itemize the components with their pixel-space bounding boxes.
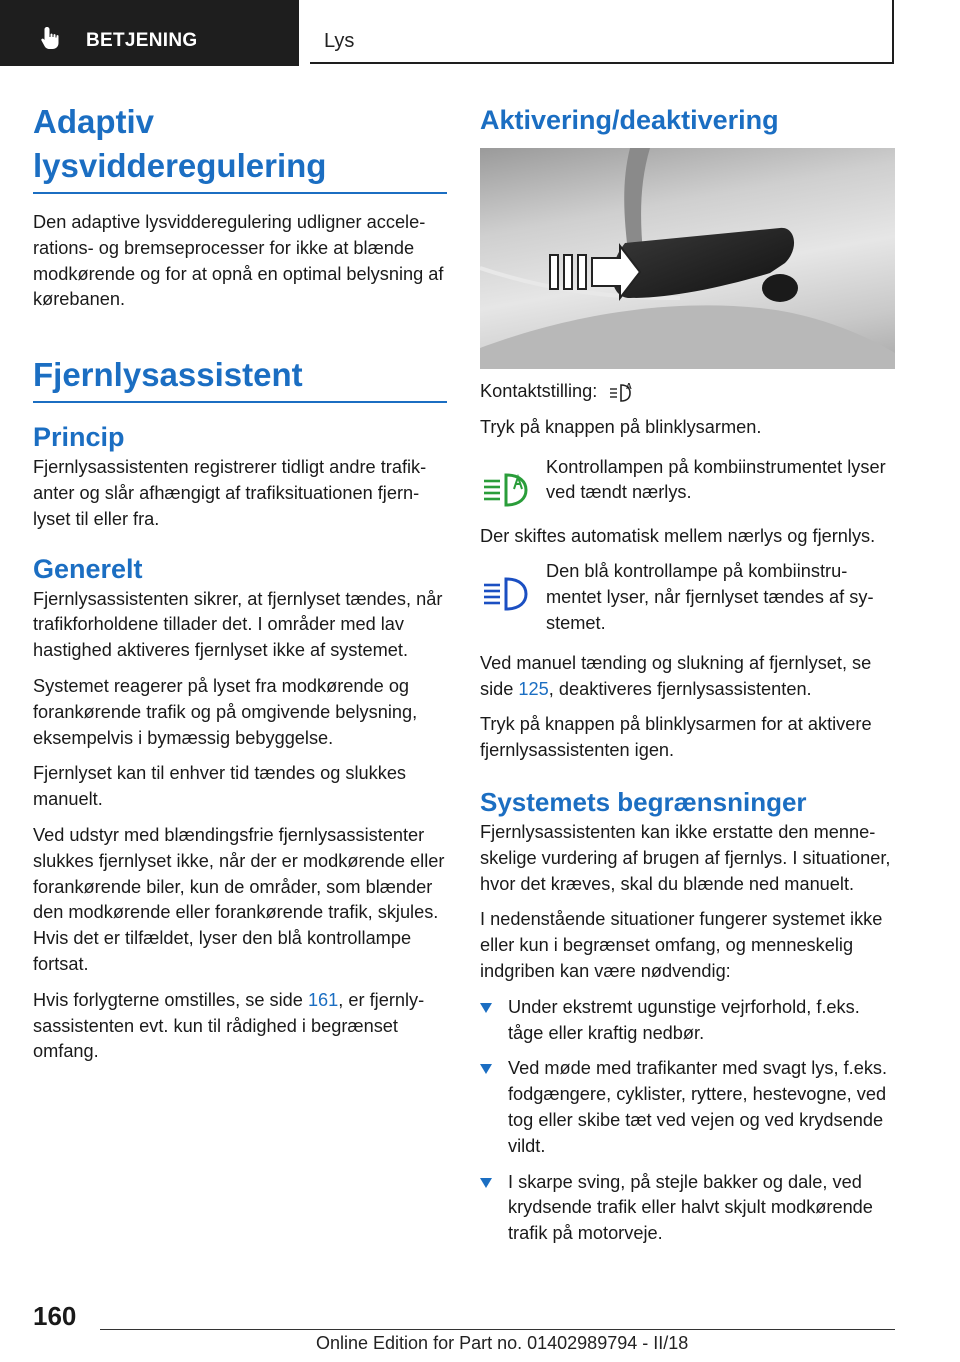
footer-rule — [100, 1329, 895, 1330]
page-link-161[interactable]: 161 — [307, 989, 339, 1010]
paragraph-skift: Der skiftes automatisk mellem nærlys og fjernlys. — [480, 525, 876, 546]
heading-adaptive-wrap — [33, 100, 447, 194]
turn-signal-stalk-photo — [480, 148, 895, 369]
high-beam-icon — [480, 573, 532, 613]
heading-princip: Princip — [33, 422, 125, 453]
chapter-title: Lys — [324, 30, 355, 52]
section-title: BETJENING — [86, 30, 198, 51]
list-item-text: Under ekstremt ugunstige vejrforhold, f.eks. tåge eller kraftig nedbør. — [508, 996, 860, 1043]
paragraph-tryk-2: Tryk på knappen på blinklysarmen for at aktivere fjernlysassistenten igen. — [480, 714, 872, 761]
paragraph-adaptive: Den adaptive lysvidderegulering udligner accelerations- og bremseprocesser for ikke at blænde modkørende og for at opnå en optimal belysning af kørebanen. — [33, 212, 444, 310]
page-link-125[interactable]: 125 — [518, 678, 549, 699]
paragraph-manuel — [480, 651, 895, 703]
page-number: 160 — [33, 1301, 77, 1331]
heading-activation: Aktivering/deaktivering — [480, 105, 779, 135]
paragraph-generelt-5 — [33, 988, 447, 1065]
heading-adaptive: Adaptiv lysvidderegulering — [33, 103, 327, 184]
heading-limits: Systemets begrænsninger — [480, 786, 807, 817]
heading-assistant: Fjernlysassistent — [33, 356, 303, 394]
list-item-text: I skarpe sving, på stejle bakker og dale, ved krydsende trafik eller halvt skjult modkørende trafik på motorveje. — [508, 1171, 873, 1244]
paragraph-generelt-4: Ved udstyr med blændingsfrie fjernlysassistenter slukkes fjernlyset ikke, når der er modkørende eller forankørende biler, kun de områder, som blænder den modkørende eller forankørende trafik, skjules. Hvis det er tilfældet, lyser den blå kontrollampe fortsat. — [33, 824, 445, 974]
paragraph-lamp-1: Kontrollampen på kombiinstrumentet lyser ved tændt nærlys. — [546, 456, 886, 503]
list-item — [480, 995, 895, 1047]
list-item — [480, 1056, 895, 1159]
paragraph-generelt-3: Fjernlyset kan til enhver tid tændes og slukkes manuelt. — [33, 763, 407, 810]
text-segment: , deaktiveres fjernlysassistenten. — [548, 678, 812, 699]
svg-text:A: A — [626, 382, 633, 392]
paragraph-tryk-1: Tryk på knappen på blinklysarmen. — [480, 416, 762, 437]
chapter-header — [310, 0, 894, 64]
triangle-bullet-icon — [480, 1178, 492, 1188]
right-column — [480, 100, 895, 1257]
hand-pointer-icon — [38, 24, 66, 52]
lamp-row-auto — [480, 455, 895, 514]
paragraph-limits-1: Fjernlysassistenten kan ikke erstatte den menneskelige vurdering af brugen af fjernlys. I situationer, hvor det kræves, skal du blænde ned manuelt. — [480, 821, 891, 894]
text-segment: Kontaktstilling: — [480, 381, 598, 401]
lamp-row-blue — [480, 559, 895, 636]
paragraph-lamp-2: Den blå kontrollampe på kombiinstrumentet lyser, når fjernlyset tændes af systemet. — [546, 561, 874, 633]
high-beam-assist-auto-icon — [480, 469, 532, 509]
triangle-bullet-icon — [480, 1064, 492, 1074]
left-column — [33, 100, 447, 1075]
list-item — [480, 1170, 895, 1247]
edition-text: Online Edition for Part no. 01402989794 - II/18 — [316, 1333, 689, 1353]
paragraph-kontakt — [480, 379, 895, 405]
heading-generelt: Generelt — [33, 553, 143, 584]
text-segment: Hvis forlygterne omstilles, se side — [33, 989, 308, 1010]
high-beam-assist-small-icon — [608, 381, 636, 403]
paragraph-limits-2: I nedenstående situationer fungerer systemet ikke eller kun i begrænset omfang, og menneskelig indgriben kan være nødvendig: — [480, 909, 883, 981]
limitations-list — [480, 995, 895, 1247]
heading-assistant-wrap — [33, 353, 447, 403]
paragraph-princip: Fjernlysassistenten registrerer tidligt andre trafikanter og slår afhængigt af trafiksituationen fjernlyset til eller fra. — [33, 457, 427, 529]
paragraph-generelt-2: Systemet reagerer på lyset fra modkørende og forankørende trafik og på omgivende belysning, eksempelvis i bymæssig bebyggelse. — [33, 675, 418, 748]
text-segment: Ved manuel tænding og slukning af fjernlyset, se side — [480, 652, 872, 699]
paragraph-generelt-1: Fjernlysassistenten sikrer, at fjernlyset tændes, når trafikforholdene tillader det. I områder med lav hastighed aktiveres fjernlyset ikke af systemet. — [33, 588, 443, 661]
text-segment: , er fjernlysassistenten evt. kun til rådighed i begrænset omfang. — [33, 989, 425, 1062]
page-footer — [0, 1295, 960, 1362]
section-header — [0, 0, 299, 66]
triangle-bullet-icon — [480, 1003, 492, 1013]
list-item-text: Ved møde med trafikanter med svagt lys, f.eks. fodgængere, cyklister, ryttere, hestevogne, ved tog eller skibe tæt ved vejen og ved krydsende vildt. — [508, 1058, 888, 1156]
